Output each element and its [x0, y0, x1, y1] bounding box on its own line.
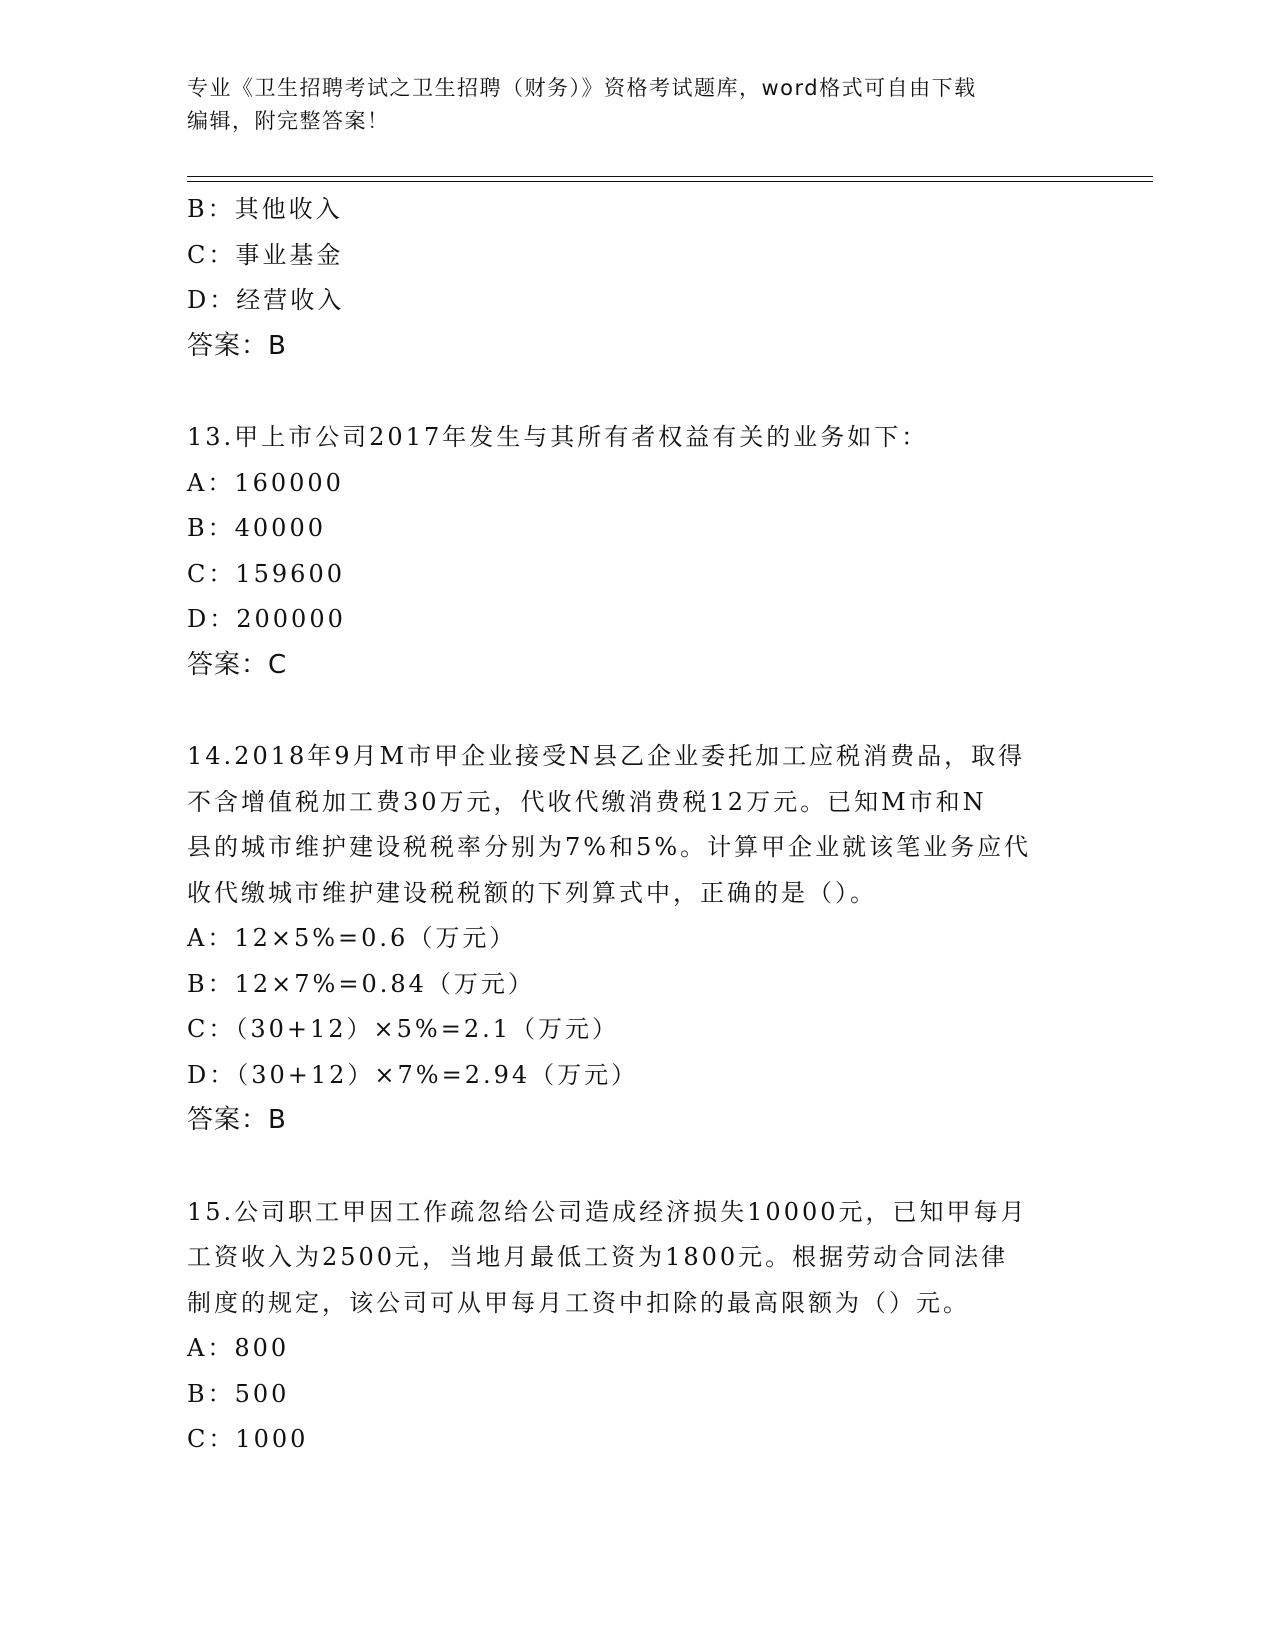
- question-stem-line: 制度的规定，该公司可从甲每月工资中扣除的最高限额为（）元。: [187, 1288, 970, 1317]
- option-d: D：200000: [187, 605, 346, 633]
- option-c: C：1000: [187, 1425, 309, 1453]
- option-b: B：500: [187, 1379, 290, 1408]
- option-c: C：（30+12）×5%=2.1（万元）: [187, 1015, 620, 1043]
- answer: 答案：C: [187, 649, 288, 680]
- header-divider-bottom: [187, 181, 1153, 182]
- option-b: B：其他收入: [187, 195, 343, 223]
- option-c: C：159600: [187, 559, 345, 588]
- spacer: [187, 1144, 1087, 1190]
- answer: 答案：B: [187, 1105, 287, 1135]
- question-12-tail: [187, 187, 1087, 369]
- question-stem-line: 15.公司职工甲因工作疏忽给公司造成经济损失10000元，已知甲每月: [187, 1197, 1028, 1226]
- header-title-line-1: 专业《卫生招聘考试之卫生招聘（财务）》资格考试题库，word格式可自由下载: [187, 76, 977, 100]
- question-stem: 13.甲上市公司2017年发生与其所有者权益有关的业务如下：: [187, 423, 929, 451]
- option-b: B：12×7%=0.84（万元）: [187, 969, 535, 998]
- header-divider-top: [187, 176, 1153, 177]
- option-c: C：事业基金: [187, 240, 344, 269]
- question-stem-line: 收代缴城市维护建设税税额的下列算式中，正确的是（）。: [187, 878, 877, 907]
- header-title-line-2: 编辑，附完整答案！: [187, 109, 390, 133]
- question-14: [187, 734, 1087, 1144]
- option-a: A：800: [187, 1334, 290, 1362]
- question-15: [187, 1190, 1087, 1463]
- question-13: [187, 415, 1087, 688]
- question-stem-line: 工资收入为2500元，当地月最低工资为1800元。根据劳动合同法律: [187, 1243, 1009, 1271]
- option-a: A：12×5%=0.6（万元）: [187, 924, 517, 952]
- question-stem-line: 县的城市维护建设税税率分别为7%和5%。计算甲企业就该笔业务应代: [187, 833, 1032, 861]
- document-header: [187, 72, 1087, 138]
- question-stem-line: 不含增值税加工费30万元，代收代缴消费税12万元。已知M市和N: [187, 787, 987, 816]
- option-a: A：160000: [187, 468, 344, 497]
- question-list: [187, 187, 1087, 1463]
- spacer: [187, 369, 1087, 415]
- answer: 答案：B: [187, 330, 287, 361]
- option-b: B：40000: [187, 514, 326, 542]
- option-d: D：（30+12）×7%=2.94（万元）: [187, 1060, 639, 1089]
- spacer: [187, 688, 1087, 734]
- option-d: D：经营收入: [187, 286, 345, 314]
- question-stem-line: 14.2018年9月M市甲企业接受N县乙企业委托加工应税消费品，取得: [187, 742, 1026, 770]
